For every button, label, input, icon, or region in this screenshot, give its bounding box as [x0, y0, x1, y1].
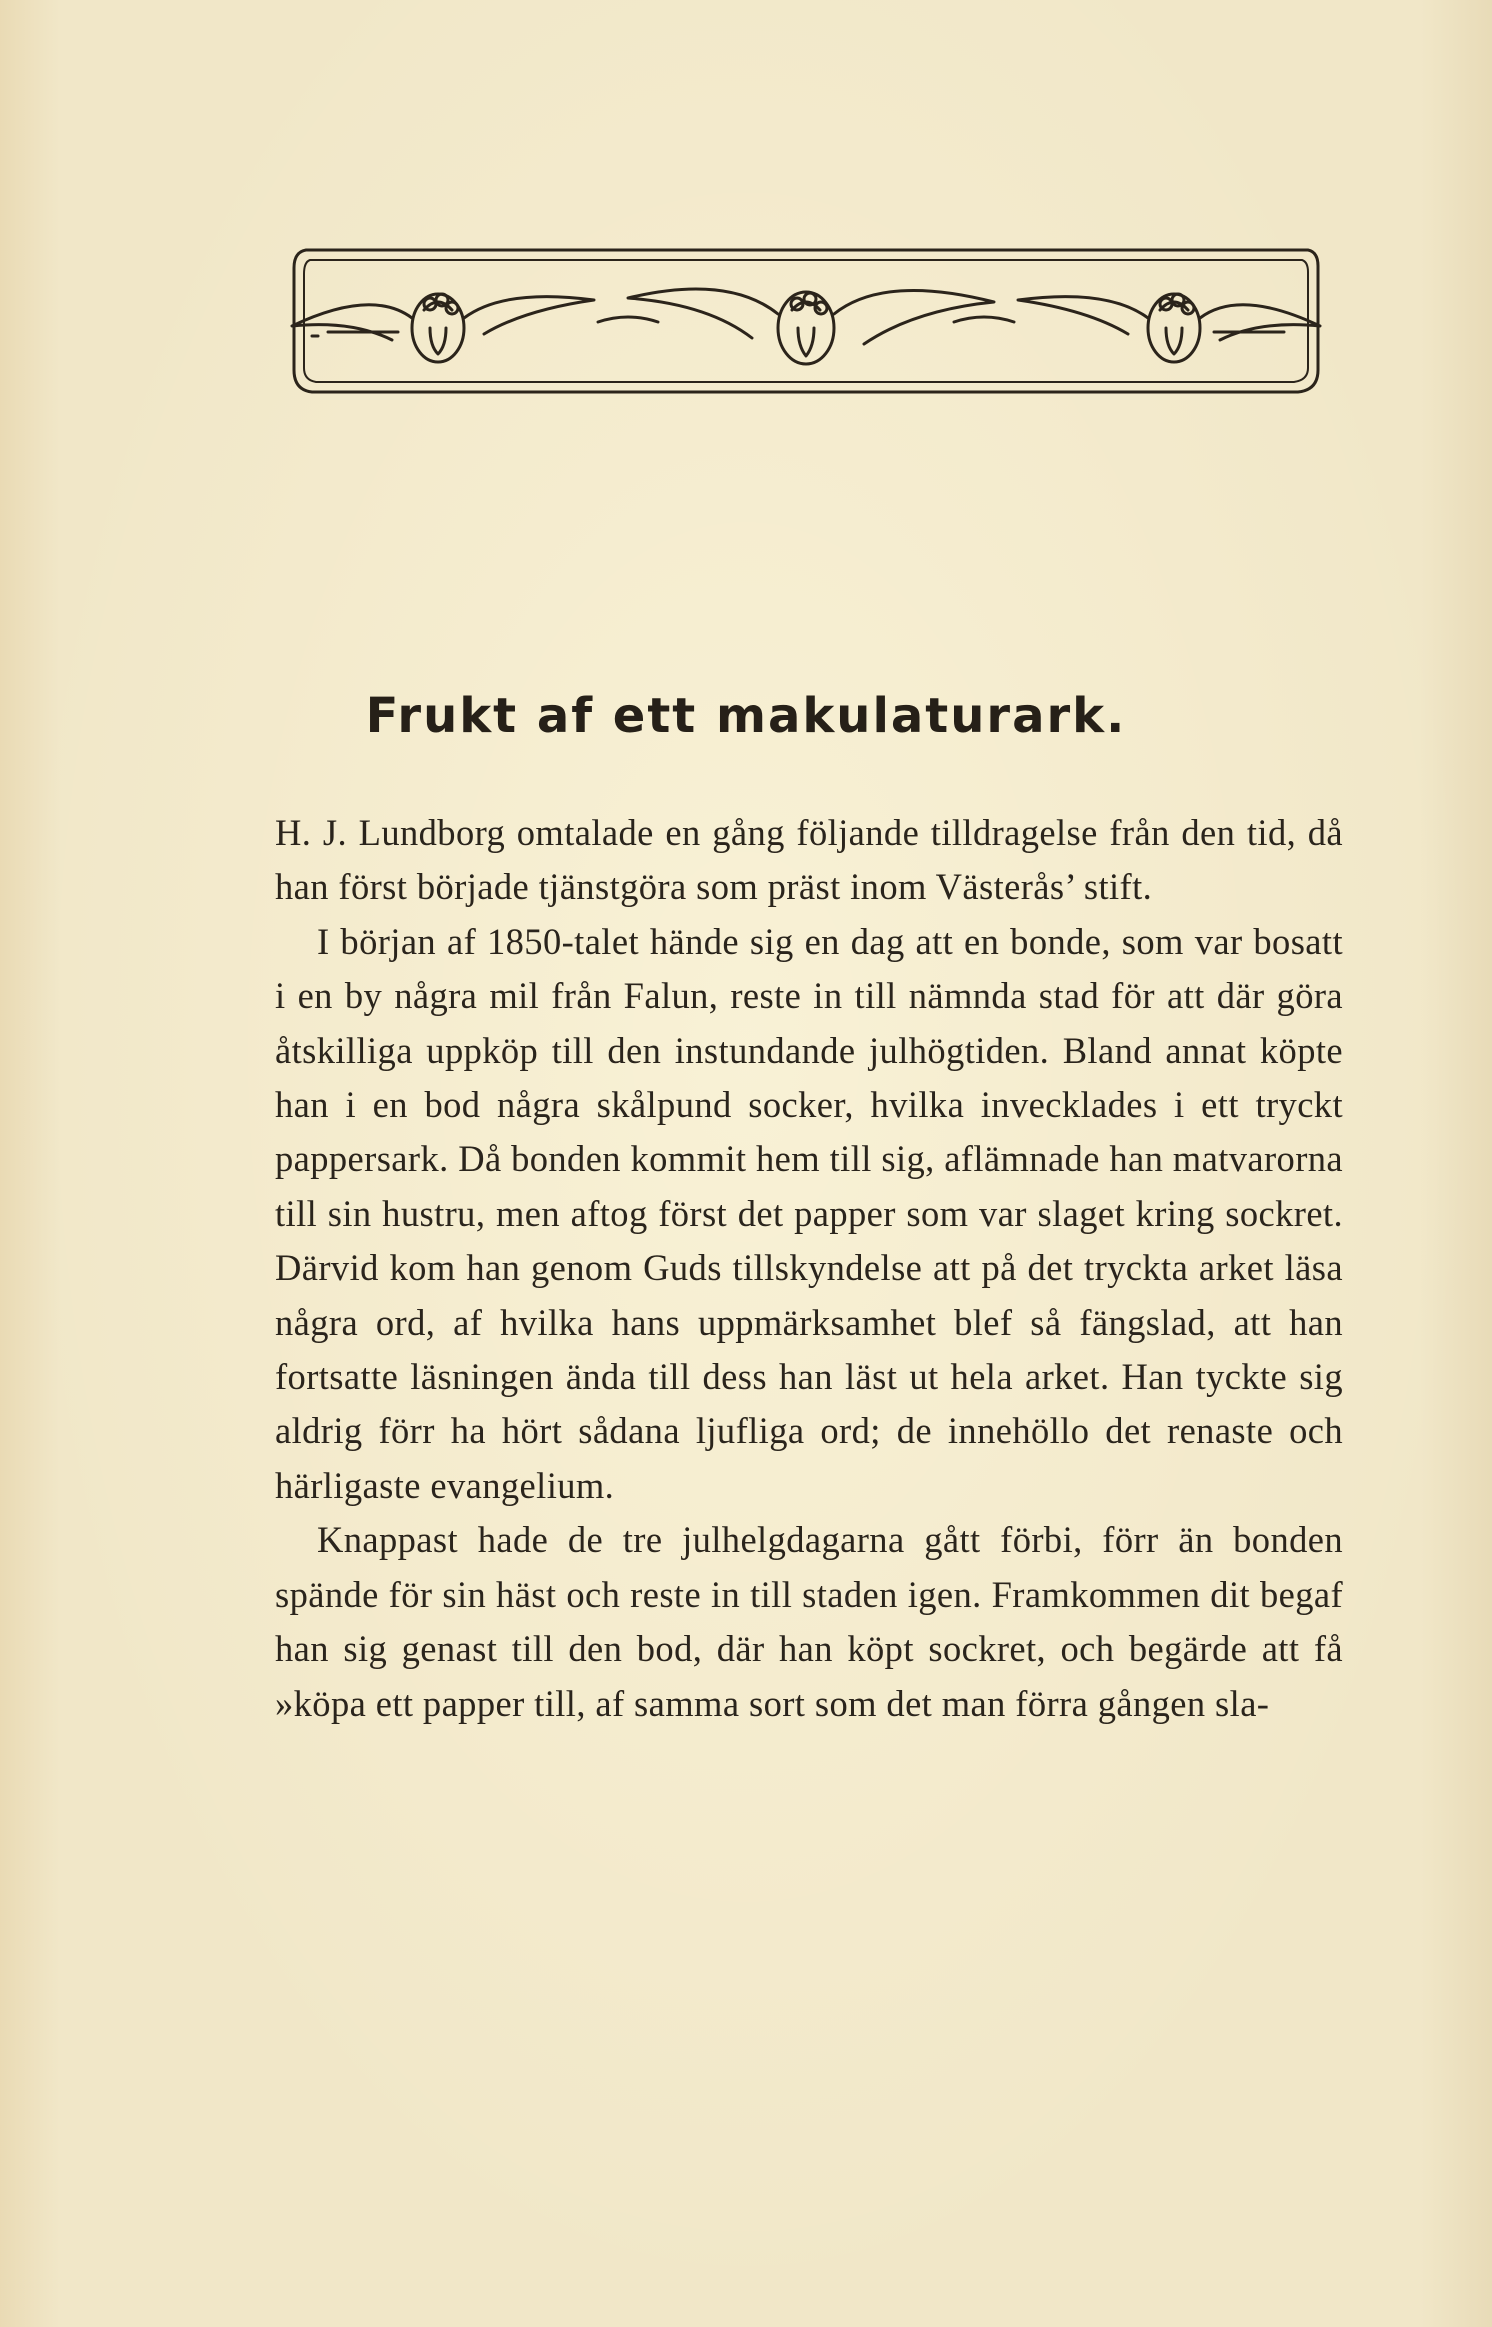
chapter-title: Frukt af ett makulaturark.	[365, 688, 1127, 744]
paragraph-3: Knappast hade de tre julhelgdagarna gått förbi, förr än bonden spände för sin häst och reste in till staden igen. Framkommen dit begaf han sig genast till den bod, där han köpt sockret, och begärde att få »köpa ett papper till, af samma sort som det man förra gången sla-	[275, 1519, 1343, 1724]
floral-border-ornament	[288, 240, 1324, 400]
paragraph-1: H. J. Lundborg omtalade en gång följande tilldragelse från den tid, då han först började tjänstgöra som präst inom Västerås’ stift.	[275, 812, 1343, 908]
body-text	[275, 806, 1343, 1731]
paragraph-2: I början af 1850-talet hände sig en dag att en bonde, som var bosatt i en by några mil från Falun, reste in till nämnda stad för att där göra åtskilliga uppköp till den instundande julhögtiden. Bland annat köpte han i en bod några skålpund socker, hvilka invecklades i ett tryckt pappersark. Då bonden kommit hem till sig, aflämnade han matvarorna till sin hustru, men aftog först det papper som var slaget kring sockret. Därvid kom han genom Guds tillskyndelse att på det tryckta arket läsa några ord, af hvilka hans uppmärksamhet blef så fängslad, att han fortsatte läsningen ända till dess han läst ut hela arket. Han tyckte sig aldrig förr ha hört sådana ljufliga ord; de innehöllo det renaste och härligaste evangelium.	[275, 920, 1343, 1506]
